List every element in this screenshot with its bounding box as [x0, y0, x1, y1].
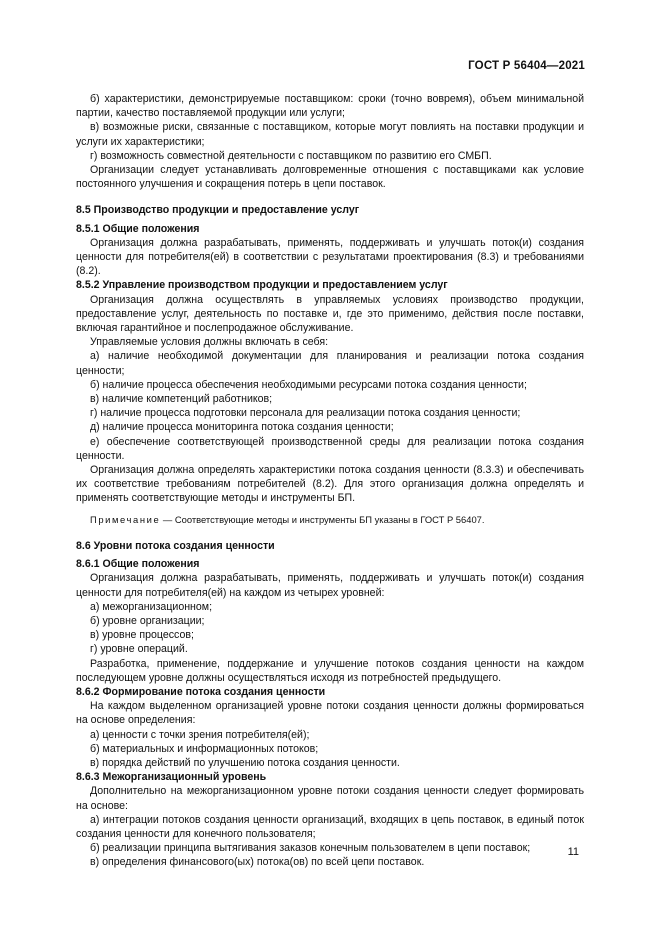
paragraph: Организация должна определять характеристики потока создания ценности (8.3.3) и обеспечивать их соответствие требованиям потребителей (8.2). Для этого организация должна определять и применять соответствующие методы и инструменты БП.: [76, 464, 584, 505]
subsection-heading: 8.6.3 Межорганизационный уровень: [76, 771, 267, 784]
paragraph: Организация должна разрабатывать, применять, поддерживать и улучшать поток(и) создания ценности для потребителя(ей) в соответствии с результатами проектирования (8.3) и требованиями (8.2).: [76, 236, 584, 278]
paragraph: б) характеристики, демонстрируемые поставщиком: сроки (точно вовремя), объем минимальной партии, качество поставляемой продукции или услуги;: [76, 93, 584, 120]
paragraph: а) межорганизационном;: [90, 600, 213, 613]
paragraph: б) наличие процесса обеспечения необходимыми ресурсами потока создания ценности;: [90, 378, 527, 391]
note-label: Примечание: [90, 513, 161, 525]
paragraph: На каждом выделенном организацией уровне потоки создания ценности должны формироваться на основе определения:: [76, 700, 584, 727]
document-code-header: ГОСТ Р 56404—2021: [468, 60, 585, 72]
subsection-heading: 8.6.2 Формирование потока создания ценности: [76, 685, 326, 698]
paragraph: а) наличие необходимой документации для планирования и реализации потока создания ценности;: [76, 350, 584, 377]
paragraph: б) материальных и информационных потоков;: [90, 742, 319, 755]
paragraph: Разработка, применение, поддержание и улучшение потоков создания ценности на каждом последующем уровне должны осуществляться исходя из потребностей предыдущего.: [76, 657, 584, 684]
paragraph: в) порядка действий по улучшению потока создания ценности.: [90, 756, 400, 769]
paragraph: д) наличие процесса мониторинга потока создания ценности;: [90, 421, 394, 434]
paragraph: е) обеспечение соответствующей производственной среды для реализации потока создания ценности.: [76, 435, 584, 462]
paragraph: Управляемые условия должны включать в себя:: [90, 336, 329, 349]
paragraph: Организация должна разрабатывать, применять, поддерживать и улучшать поток(и) создания ценности для потребителя(ей) на каждом из четырех уровней:: [76, 572, 584, 599]
section-heading: 8.6 Уровни потока создания ценности: [76, 539, 275, 552]
note-text: — Соответствующие методы и инструменты БП указаны в ГОСТ Р 56407.: [160, 513, 485, 525]
paragraph: Дополнительно на межорганизационном уровне потоки создания ценности следует формировать на основе:: [76, 785, 584, 812]
paragraph: г) возможность совместной деятельности с поставщиком по развитию его СМБП.: [90, 149, 492, 162]
subsection-heading: 8.5.1 Общие положения: [76, 222, 200, 235]
section-heading: 8.5 Производство продукции и предоставление услуг: [76, 204, 360, 217]
subsection-heading: 8.5.2 Управление производством продукции и предоставлением услуг: [76, 279, 448, 292]
paragraph: Организации следует устанавливать долговременные отношения с поставщиками как условие постоянного улучшения и сокращения потерь в цепи поставок.: [76, 164, 584, 191]
paragraph: г) уровне операций.: [90, 643, 188, 656]
document-body: [76, 92, 584, 870]
note-paragraph: [76, 513, 584, 527]
paragraph: а) интеграции потоков создания ценности организаций, входящих в цепь поставок, в единый поток создания ценности для конечного пользователя;: [76, 813, 584, 840]
paragraph: г) наличие процесса подготовки персонала для реализации потока создания ценности;: [90, 407, 521, 420]
page-number: 11: [567, 846, 579, 858]
paragraph: в) определения финансового(ых) потока(ов) по всей цепи поставок.: [90, 856, 425, 869]
paragraph: б) реализации принципа вытягивания заказов конечным пользователем в цепи поставок;: [90, 842, 531, 855]
paragraph: б) уровне организации;: [90, 614, 205, 627]
paragraph: в) уровне процессов;: [90, 629, 194, 642]
paragraph: в) возможные риски, связанные с поставщиком, которые могут повлиять на поставки продукции и услуги их характеристики;: [76, 121, 584, 148]
paragraph: Организация должна осуществлять в управляемых условиях производство продукции, предоставление услуг, деятельность по поставке и, где это применимо, действия после поставки, включая гарантийное и послепродажное обслуживание.: [76, 293, 584, 335]
paragraph: а) ценности с точки зрения потребителя(ей);: [90, 728, 310, 741]
subsection-heading: 8.6.1 Общие положения: [76, 558, 200, 571]
paragraph: в) наличие компетенций работников;: [90, 393, 273, 406]
